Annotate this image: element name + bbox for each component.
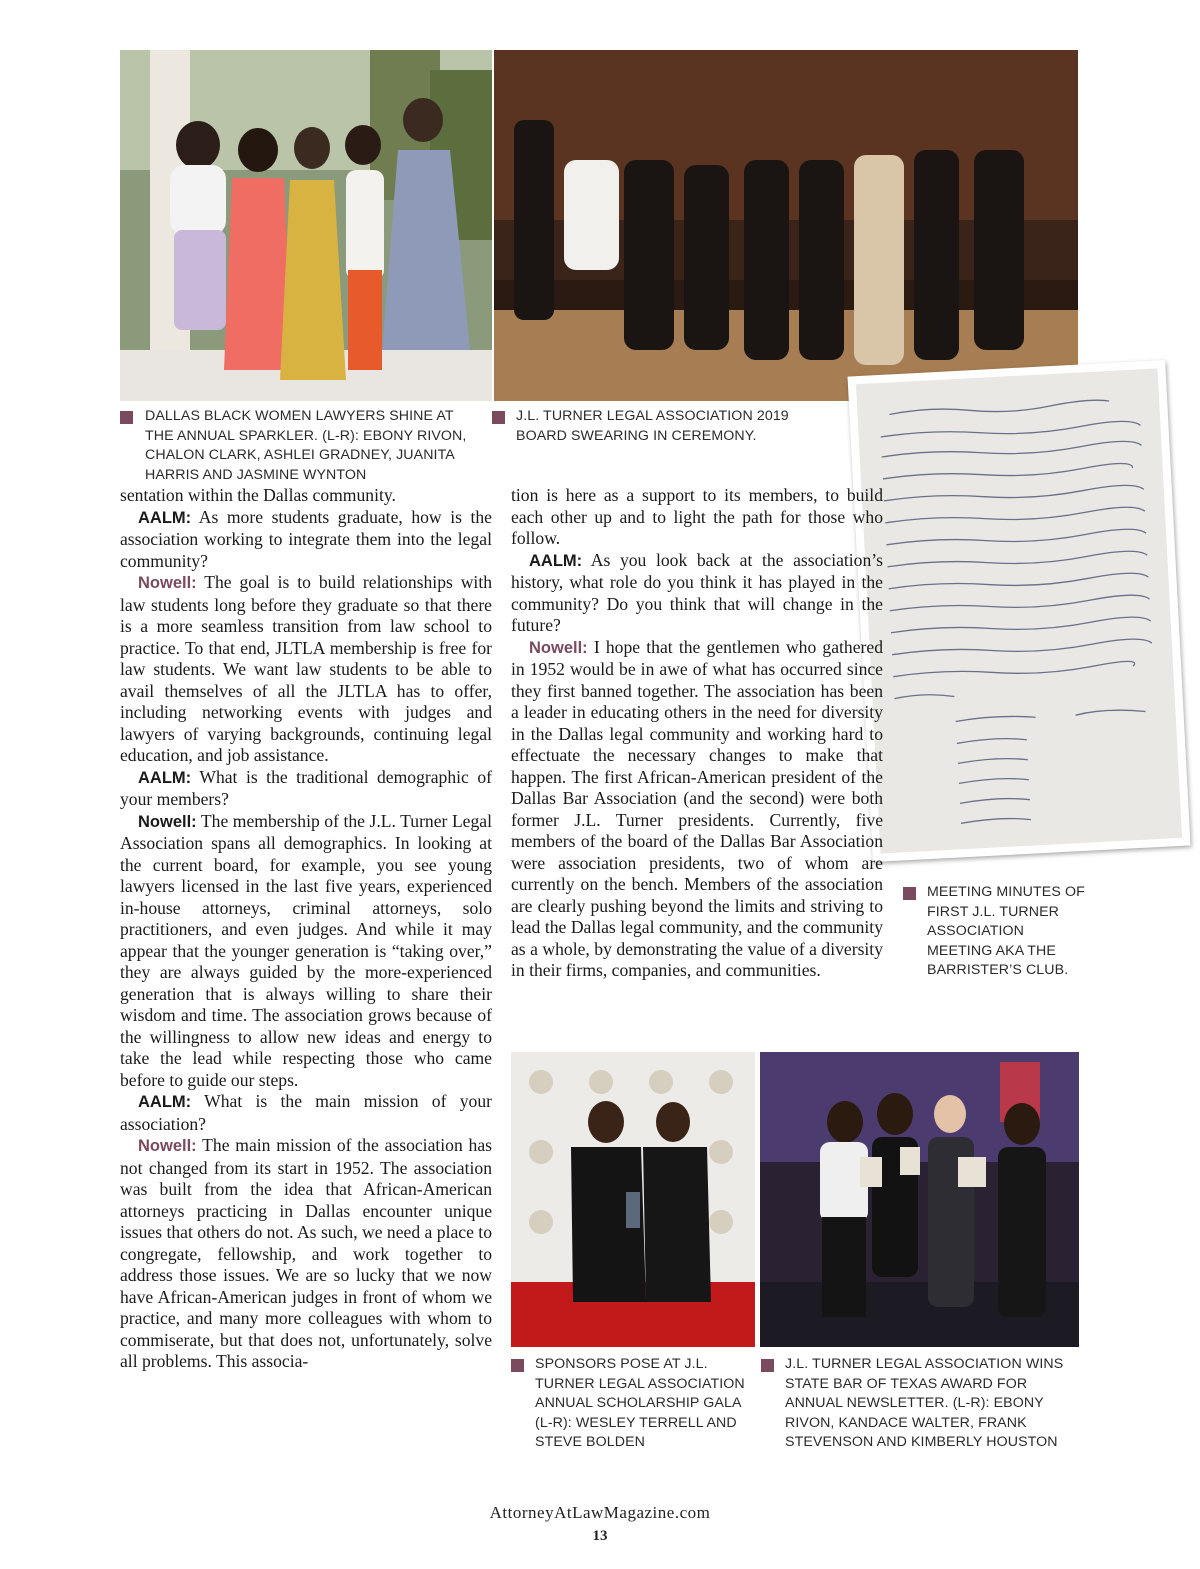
- speaker-label: AALM:: [138, 1093, 192, 1111]
- paragraph: sentation within the Dallas community.: [120, 485, 396, 505]
- paragraph: AALM: What is the main mission of your association?: [120, 1091, 492, 1134]
- caption-sparkler: DALLAS BLACK WOMEN LAWYERS SHINE AT THE ANNUAL SPARKLER. (L-R): EBONY RIVON, CHALON CLARK, ASHLEI GRADNEY, JUANITA HARRIS AND JASMINE WYNTON: [120, 407, 480, 485]
- caption-marker: [492, 411, 505, 424]
- footer-website: AttorneyAtLawMagazine.com: [489, 1503, 711, 1522]
- photo-meeting-minutes: [848, 360, 1191, 862]
- meeting-minutes-image: [848, 360, 1191, 862]
- caption-marker: [761, 1359, 774, 1372]
- sponsors-image: [511, 1052, 755, 1347]
- paragraph: Nowell: The membership of the J.L. Turner Legal Association spans all demographics. In looking at the current board, for example, you see young lawyers licensed in the last five years, experienced in-house attorneys, criminal attorneys, solo practitioners, and even judges. And while it may appear that the younger generation is “taking over,” they are always guided by the more-experienced generation that is always willing to share their wisdom and time. The association grows because of the willingness to allow new ideas and energy to take the lead while respecting those who came before to guide our steps.: [120, 810, 492, 1090]
- caption-marker: [120, 411, 133, 424]
- speaker-label: Nowell:: [138, 812, 197, 831]
- speaker-label: AALM:: [138, 508, 192, 527]
- caption-minutes: MEETING MINUTES OF FIRST J.L. TURNER ASSOCIATION MEETING AKA THE BARRISTER’S CLUB.: [903, 883, 1093, 981]
- speaker-label: AALM:: [138, 768, 192, 787]
- paragraph: tion is here as a support to its members, to build each other up and to light the path for those who follow.: [511, 485, 883, 548]
- speaker-label: Nowell:: [529, 638, 588, 657]
- page-number: 13: [592, 1528, 608, 1544]
- caption-board: J.L. TURNER LEGAL ASSOCIATION 2019 BOARD SWEARING IN CEREMONY.: [492, 407, 832, 446]
- paragraph: AALM: As more students graduate, how is the association working to integrate them into the legal community?: [120, 506, 492, 571]
- caption-marker: [511, 1359, 524, 1372]
- caption-sponsors: SPONSORS POSE AT J.L. TURNER LEGAL ASSOCIATION ANNUAL SCHOLARSHIP GALA (L-R): WESLEY TERRELL AND STEVE BOLDEN: [511, 1355, 751, 1453]
- paragraph: AALM: As you look back at the association’s history, what role do you think it has played in the community? Do you think that will change in the future?: [511, 549, 883, 635]
- board-swearing-image: [494, 50, 1078, 401]
- photo-board-swearing: [494, 50, 1078, 401]
- paragraph: Nowell: I hope that the gentlemen who gathered in 1952 would be in awe of what has occurred since they first banned together. The association has been a leader in educating others in the need for diversity in the Dallas legal community and working hard to effectuate the necessary changes to make that happen. The first African-American president of the Dallas Bar Association (and the second) were both former J.L. Turner presidents. Currently, five members of the board of the Dallas Bar Association were association presidents, two of whom are currently on the bench. Members of the association are clearly pushing beyond the limits and striving to lead the Dallas legal community, and the community as a whole, by demonstrating the value of a diversity in their firms, companies, and communities.: [511, 636, 883, 980]
- paragraph: Nowell: The main mission of the association has not changed from its start in 1952. The association was built from the idea that African-American attorneys practicing in Dallas encounter unique issues that others do not. As such, we need a place to congregate, fellowship, and work together to address those issues. We are so lucky that we now have African-American judges in front of whom we practice, and many more colleagues with whom to commiserate, but that does not, unfortunately, solve all problems. This associa-: [120, 1135, 492, 1371]
- photo-award: [760, 1052, 1079, 1347]
- sparkler-image: [120, 50, 492, 401]
- paragraph: AALM: What is the traditional demographic of your members?: [120, 766, 492, 809]
- paragraph: Nowell: The goal is to build relationships with law students long before they graduate so that there is a more seamless transition from law school to practice. To that end, JLTLA membership is free for law students. We want law students to be able to avail themselves of all the JLTLA has to offer, including networking events with judges and lawyers of varying backgrounds, continuing legal education, and job assistance.: [120, 572, 492, 765]
- photo-sponsors: [511, 1052, 755, 1347]
- speaker-label: Nowell:: [138, 1137, 197, 1155]
- article-column-2: [511, 485, 883, 982]
- article-column-1: [120, 485, 492, 1373]
- award-image: [760, 1052, 1079, 1347]
- speaker-label: Nowell:: [138, 574, 197, 592]
- photo-sparkler: [120, 50, 492, 401]
- caption-marker: [903, 887, 916, 900]
- caption-award: J.L. TURNER LEGAL ASSOCIATION WINS STATE BAR OF TEXAS AWARD FOR ANNUAL NEWSLETTER. (L-R): EBONY RIVON, KANDACE WALTER, FRANK STEVENSON AND KIMBERLY HOUSTON: [761, 1355, 1073, 1453]
- speaker-label: AALM:: [529, 551, 583, 570]
